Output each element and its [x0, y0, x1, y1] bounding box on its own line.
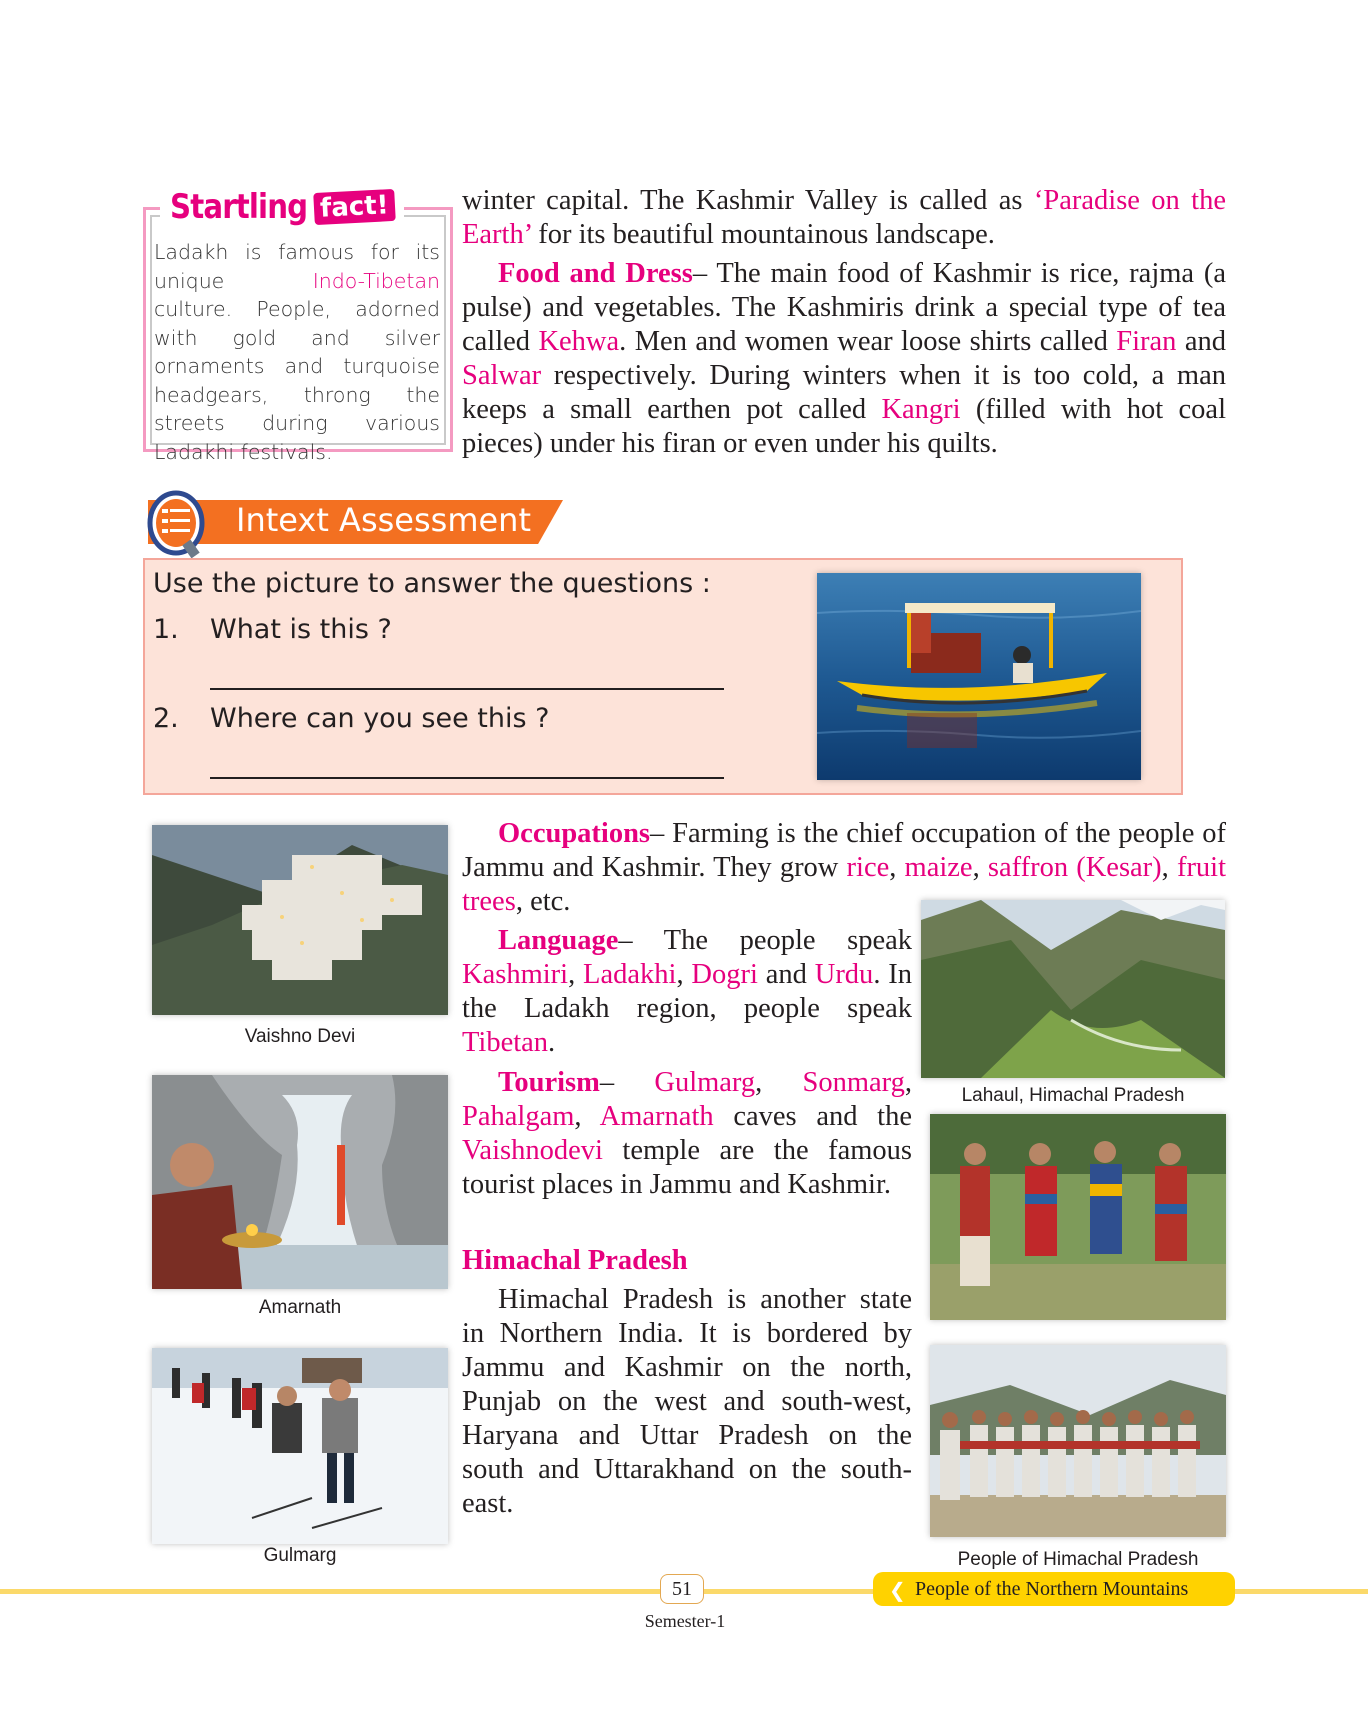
answer-line-1[interactable]: [210, 688, 724, 690]
assessment-title: Intext Assessment: [236, 501, 531, 539]
gulmarg-photo: [152, 1348, 448, 1544]
term-kehwa: Kehwa: [538, 326, 620, 357]
term-fruit-trees: fruit trees: [462, 852, 1227, 917]
question-2-number: 2.: [153, 703, 179, 734]
text-run: winter capital. The Kashmir Valley is called as: [462, 185, 1034, 216]
term-saffron: saffron (Kesar): [987, 852, 1162, 883]
text-run: ,: [972, 852, 988, 883]
amarnath-photo: [152, 1075, 448, 1289]
page-number: 51: [660, 1574, 704, 1604]
paradise-quote: ‘Paradise on the Earth’: [462, 185, 1226, 250]
question-2: Where can you see this ?: [210, 703, 550, 734]
caption-vaishno-devi: Vaishno Devi: [244, 1026, 356, 1047]
text-run: ,: [904, 1067, 913, 1098]
term-rice: rice: [846, 852, 890, 883]
text-run: .: [548, 1027, 556, 1058]
text-run: ,: [1161, 852, 1177, 883]
vaishno-devi-photo: [152, 825, 448, 1015]
question-1-number: 1.: [153, 614, 179, 645]
text-run: –: [599, 1067, 655, 1098]
text-run: ,: [574, 1101, 600, 1132]
occupations-heading: Occupations: [498, 818, 651, 849]
text-run: – The people speak: [618, 925, 912, 956]
term-urdu: Urdu: [814, 959, 874, 990]
term-gulmarg: Gulmarg: [654, 1067, 756, 1098]
himachal-heading: Himachal Pradesh: [462, 1245, 688, 1276]
fact-header: [160, 183, 404, 231]
term-amarnath: Amarnath: [599, 1101, 714, 1132]
text-run: ,: [568, 959, 584, 990]
text-run: – Farming is the chief occupation of the people of Jammu and Kashmir. They grow: [462, 818, 1226, 883]
language-paragraph: [462, 924, 912, 1060]
term-kangri: Kangri: [881, 394, 961, 425]
himachal-dancers-photo: [930, 1114, 1226, 1320]
text-run: – The main food of Kashmir is rice, rajma (a pulse) and vegetables. The Kashmiris drink a special type of tea called: [462, 258, 1226, 357]
caption-lahaul: Lahaul, Himachal Pradesh: [961, 1085, 1185, 1106]
fact-title: Startling: [170, 187, 308, 227]
term-tibetan: Tibetan: [462, 1027, 549, 1058]
term-salwar: Salwar: [462, 360, 542, 391]
question-1: What is this ?: [210, 614, 392, 645]
term-dogri: Dogri: [691, 959, 758, 990]
term-firan: Firan: [1116, 326, 1177, 357]
fact-text-part: culture. People, adorned with gold and silver ornaments and turquoise headgears, throng the streets during various Ladakhi festivals.: [154, 297, 440, 464]
fact-text-part: Ladakh is famous for its unique: [154, 240, 440, 293]
text-run: and: [757, 959, 815, 990]
term-kashmiri: Kashmiri: [462, 959, 569, 990]
term-ladakhi: Ladakhi: [583, 959, 677, 990]
food-dress-paragraph: [462, 257, 1226, 461]
lahaul-photo: [921, 900, 1225, 1078]
fact-text: [154, 238, 440, 466]
text-run: for its beautiful mountainous landscape.: [531, 219, 995, 250]
shikara-boat-photo: [817, 573, 1141, 780]
term-vaishnodevi: Vaishnodevi: [462, 1135, 603, 1166]
assessment-checklist-icon: [140, 487, 220, 559]
text-run: respectively. During winters when it is too cold, a man keeps a small earthen pot called: [462, 360, 1226, 425]
language-heading: Language: [498, 925, 619, 956]
text-run: and: [1176, 326, 1226, 357]
text-run: ,: [755, 1067, 803, 1098]
caption-gulmarg: Gulmarg: [263, 1545, 337, 1566]
caption-people-himachal: People of Himachal Pradesh: [957, 1549, 1199, 1570]
text-run: ,: [676, 959, 692, 990]
fact-badge: fact!: [313, 189, 395, 225]
intro-paragraph: [462, 184, 1226, 252]
text-run: ,: [889, 852, 905, 883]
text-run: caves and the: [713, 1101, 912, 1132]
text-run: temple are the famous tourist places in Jammu and Kashmir.: [462, 1135, 912, 1200]
term-sonmarg: Sonmarg: [802, 1067, 905, 1098]
term-maize: maize: [904, 852, 973, 883]
chevron-left-icon: ❮: [889, 1578, 906, 1602]
fact-highlight: Indo-Tibetan: [312, 268, 440, 293]
assessment-instruction: Use the picture to answer the questions :: [153, 568, 711, 599]
tourism-paragraph: [462, 1066, 912, 1202]
text-run: . Men and women wear loose shirts called: [619, 326, 1117, 357]
food-dress-heading: Food and Dress: [498, 258, 693, 289]
text-run: . In the Ladakh region, people speak: [462, 959, 913, 1024]
text-run: (filled with hot coal pieces) under his firan or even under his quilts.: [462, 394, 1226, 459]
text-run: , etc.: [515, 886, 571, 917]
tourism-heading: Tourism: [498, 1067, 600, 1098]
chapter-tab: People of the Northern Mountains: [873, 1572, 1235, 1606]
term-pahalgam: Pahalgam: [462, 1101, 575, 1132]
himachal-people-photo: [930, 1345, 1226, 1537]
occupations-paragraph: [462, 817, 1226, 919]
semester-label: Semester-1: [644, 1611, 726, 1631]
answer-line-2[interactable]: [210, 777, 724, 779]
himachal-paragraph: Himachal Pradesh is another state in Northern India. It is bordered by Jammu and Kashmir on the north, Punjab on the west and south-west, Haryana and Uttar Pradesh on the south and Uttarakhand on the south-east.: [462, 1284, 912, 1519]
caption-amarnath: Amarnath: [258, 1297, 342, 1318]
